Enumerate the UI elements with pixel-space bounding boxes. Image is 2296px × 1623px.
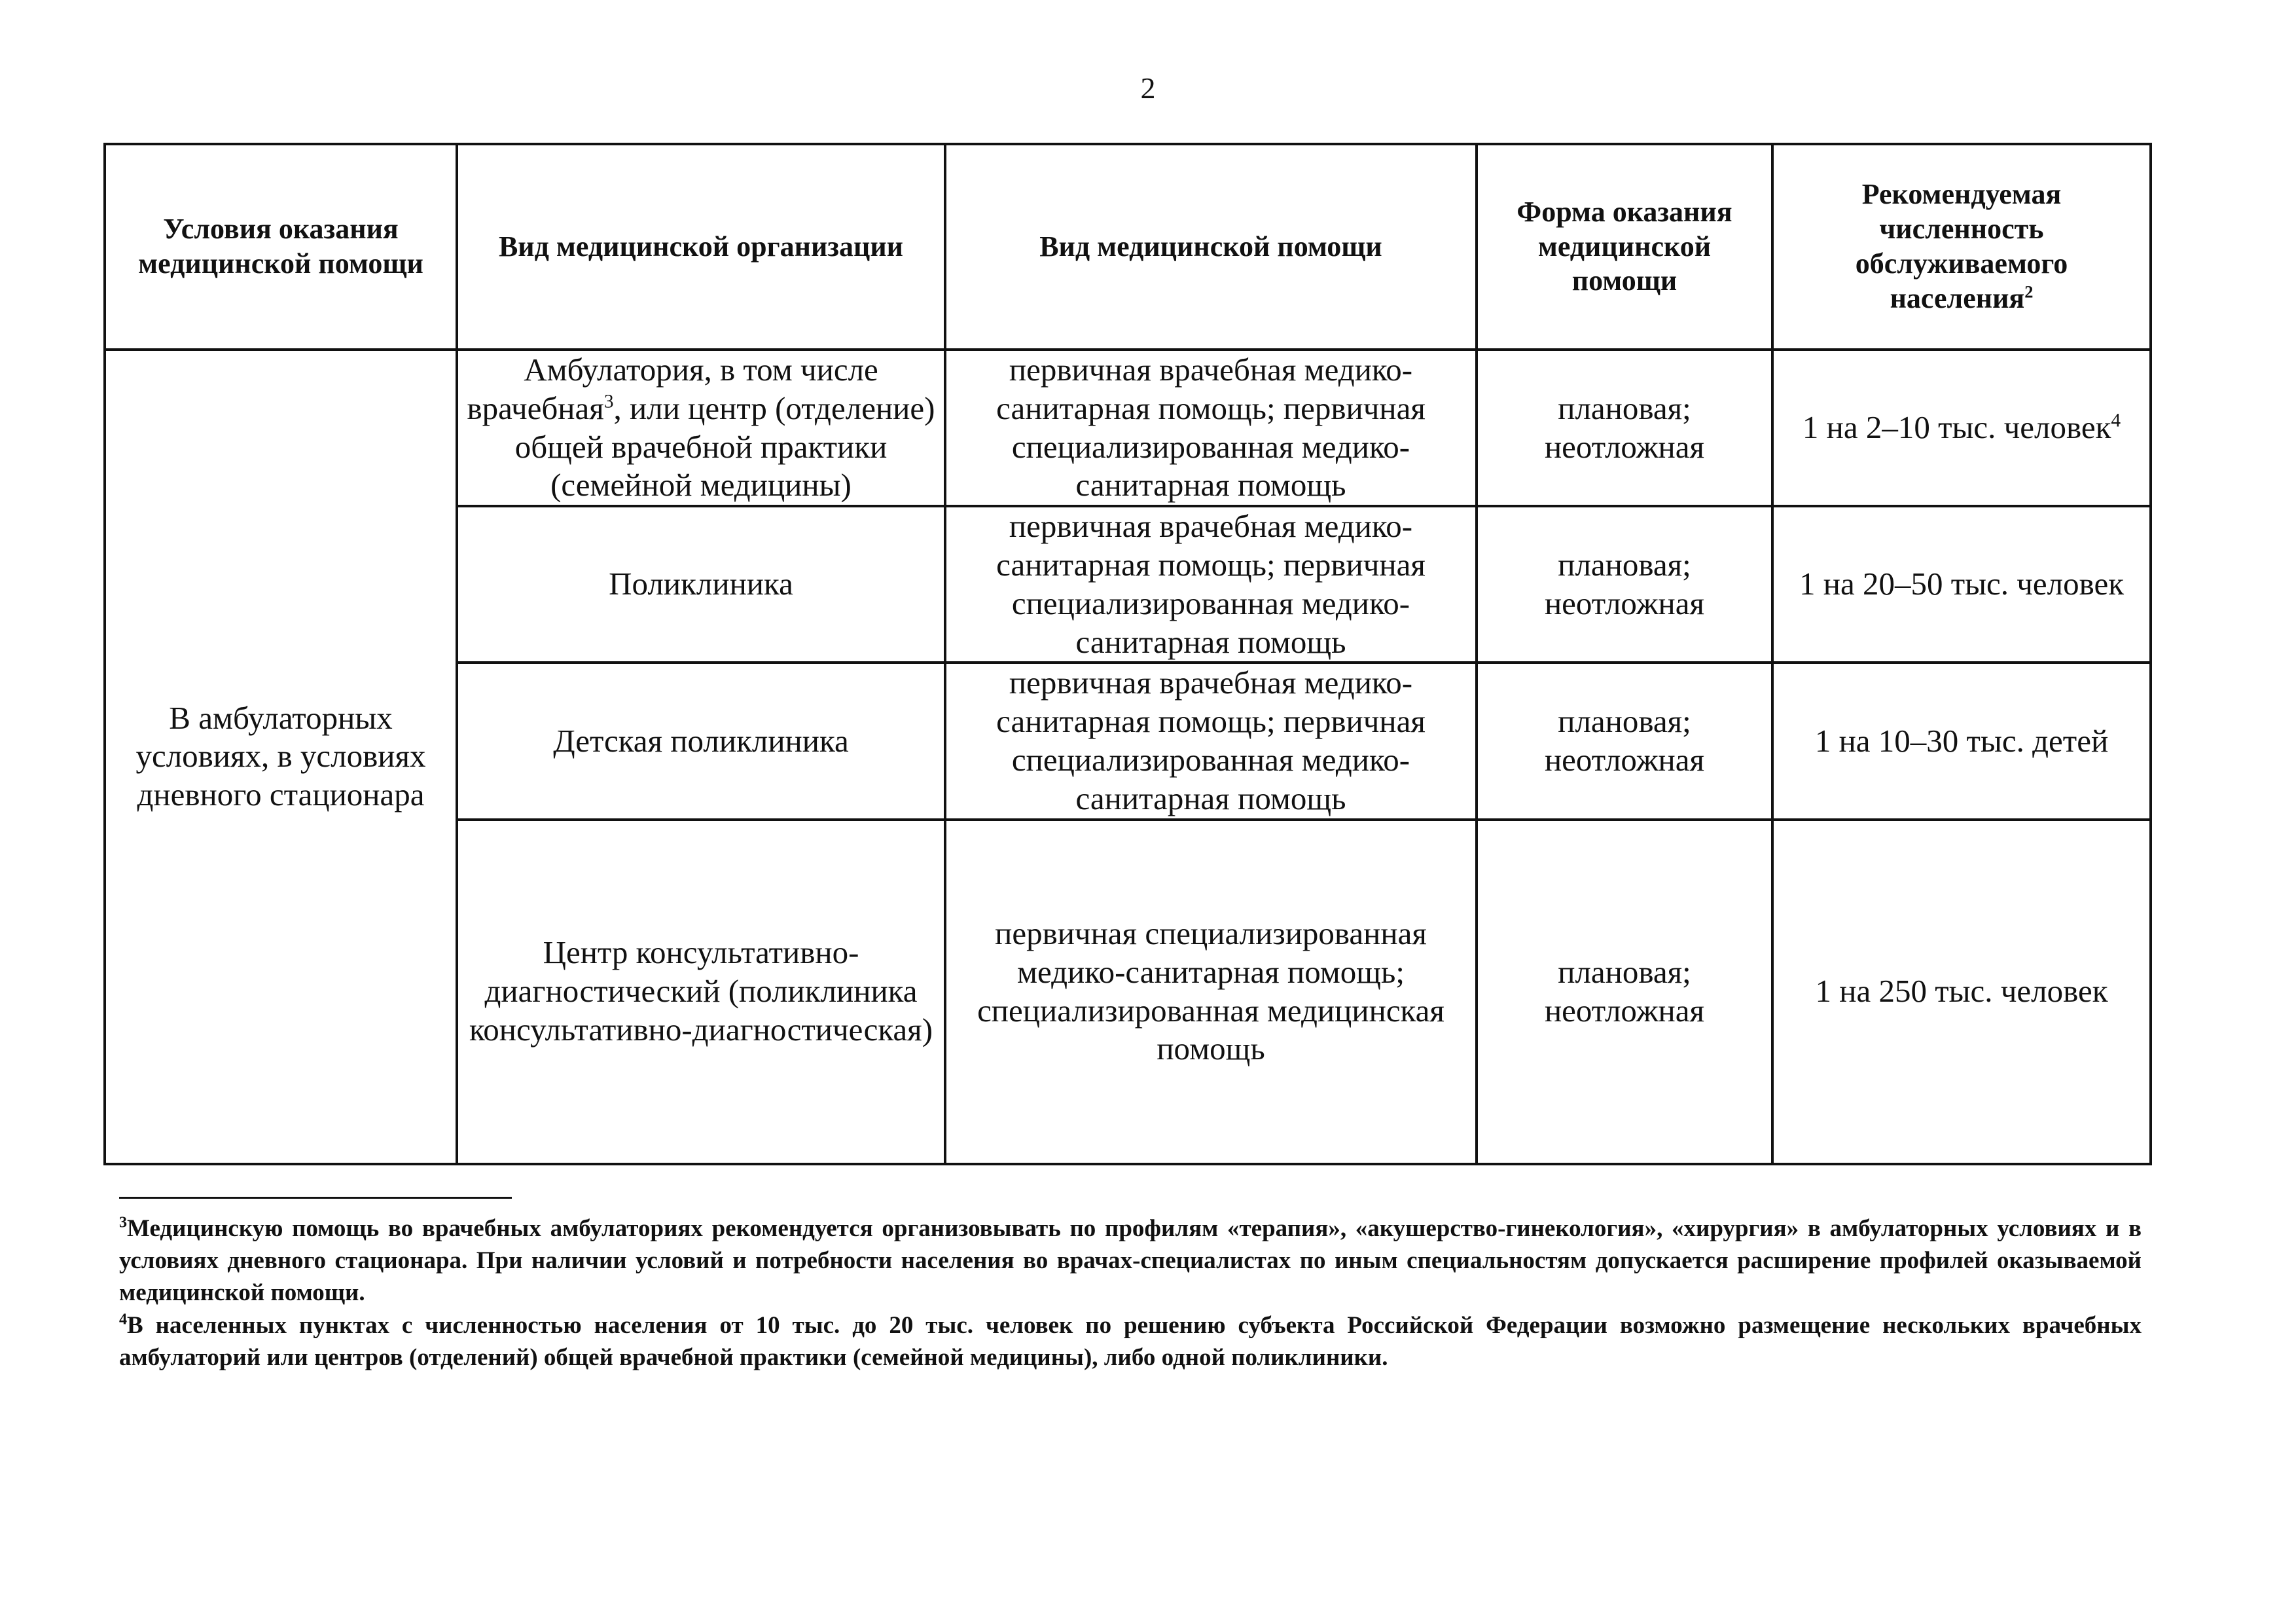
care-form-cell: плановая; неотложная — [1477, 350, 1772, 506]
organization-cell: Поликлиника — [457, 506, 945, 663]
table-row — [105, 350, 2151, 506]
organization-cell — [457, 350, 945, 506]
care-type-cell: первичная врачебная медико-санитарная помощь; первичная специализированная медико-санитарная помощь — [945, 350, 1477, 506]
population-cell — [1772, 350, 2151, 506]
footnote-text: В населенных пунктах с численностью населения от 10 тыс. до 20 тыс. человек по решению субъекта Российской Федерации возможно размещение нескольких врачебных амбулаторий или центров (отделений) общей врачебной практики (семейной медицины), либо одной поликлиники. — [119, 1311, 2142, 1371]
table-header-row — [105, 144, 2151, 350]
header-recommended-population — [1772, 144, 2151, 350]
header-care-type: Вид медицинской помощи — [945, 144, 1477, 350]
population-cell: 1 на 10–30 тыс. детей — [1772, 663, 2151, 819]
footnote-ref-2: 2 — [2024, 282, 2034, 302]
footnote-text: Медицинскую помощь во врачебных амбулаториях рекомендуется организовывать по профилям «терапия», «акушерство-гинекология», «хирургия» в амбулаторных условиях и в условиях дневного стационара. При наличии условий и потребности населения во врачах-специалистах по иным специальностям допускается расширение профилей оказываемой медицинской помощи. — [119, 1215, 2142, 1307]
footnote-ref-4: 4 — [2111, 410, 2121, 431]
footnote-4 — [119, 1309, 2142, 1374]
care-type-cell: первичная врачебная медико-санитарная помощь; первичная специализированная медико-санитарная помощь — [945, 506, 1477, 663]
header-population-text: Рекомендуемая численность обслуживаемого населения — [1855, 178, 2068, 314]
header-organization-type: Вид медицинской организации — [457, 144, 945, 350]
footnote-ref-3: 3 — [603, 391, 614, 412]
organization-cell: Центр консультативно-диагностический (поликлиника консультативно-диагностическая) — [457, 820, 945, 1164]
care-conditions-cell: В амбулаторных условиях, в условиях дневного стационара — [105, 350, 457, 1164]
population-cell: 1 на 250 тыс. человек — [1772, 820, 2151, 1164]
care-type-cell: первичная специализированная медико-санитарная помощь; специализированная медицинская помощь — [945, 820, 1477, 1164]
population-cell: 1 на 20–50 тыс. человек — [1772, 506, 2151, 663]
footnotes — [119, 1213, 2142, 1374]
care-form-cell: плановая; неотложная — [1477, 820, 1772, 1164]
footnote-mark: 3 — [119, 1214, 128, 1231]
care-form-cell: плановая; неотложная — [1477, 663, 1772, 819]
footnote-divider — [119, 1197, 512, 1199]
footnote-mark: 4 — [119, 1311, 128, 1328]
footnote-3 — [119, 1213, 2142, 1309]
care-type-cell: первичная врачебная медико-санитарная помощь; первичная специализированная медико-санитарная помощь — [945, 663, 1477, 819]
header-care-conditions: Условия оказания медицинской помощи — [105, 144, 457, 350]
organization-text-rest: , или центр (отделение) общей врачебной практики (семейной медицины) — [514, 390, 935, 503]
page-number: 2 — [1140, 71, 1156, 105]
care-form-cell: плановая; неотложная — [1477, 506, 1772, 663]
organization-cell: Детская поликлиника — [457, 663, 945, 819]
header-care-form: Форма оказания медицинской помощи — [1477, 144, 1772, 350]
organization-text: Амбулатория, в том числе врачебная — [467, 352, 878, 426]
population-text: 1 на 2–10 тыс. человек — [1802, 409, 2111, 446]
medical-organizations-table — [103, 143, 2152, 1165]
